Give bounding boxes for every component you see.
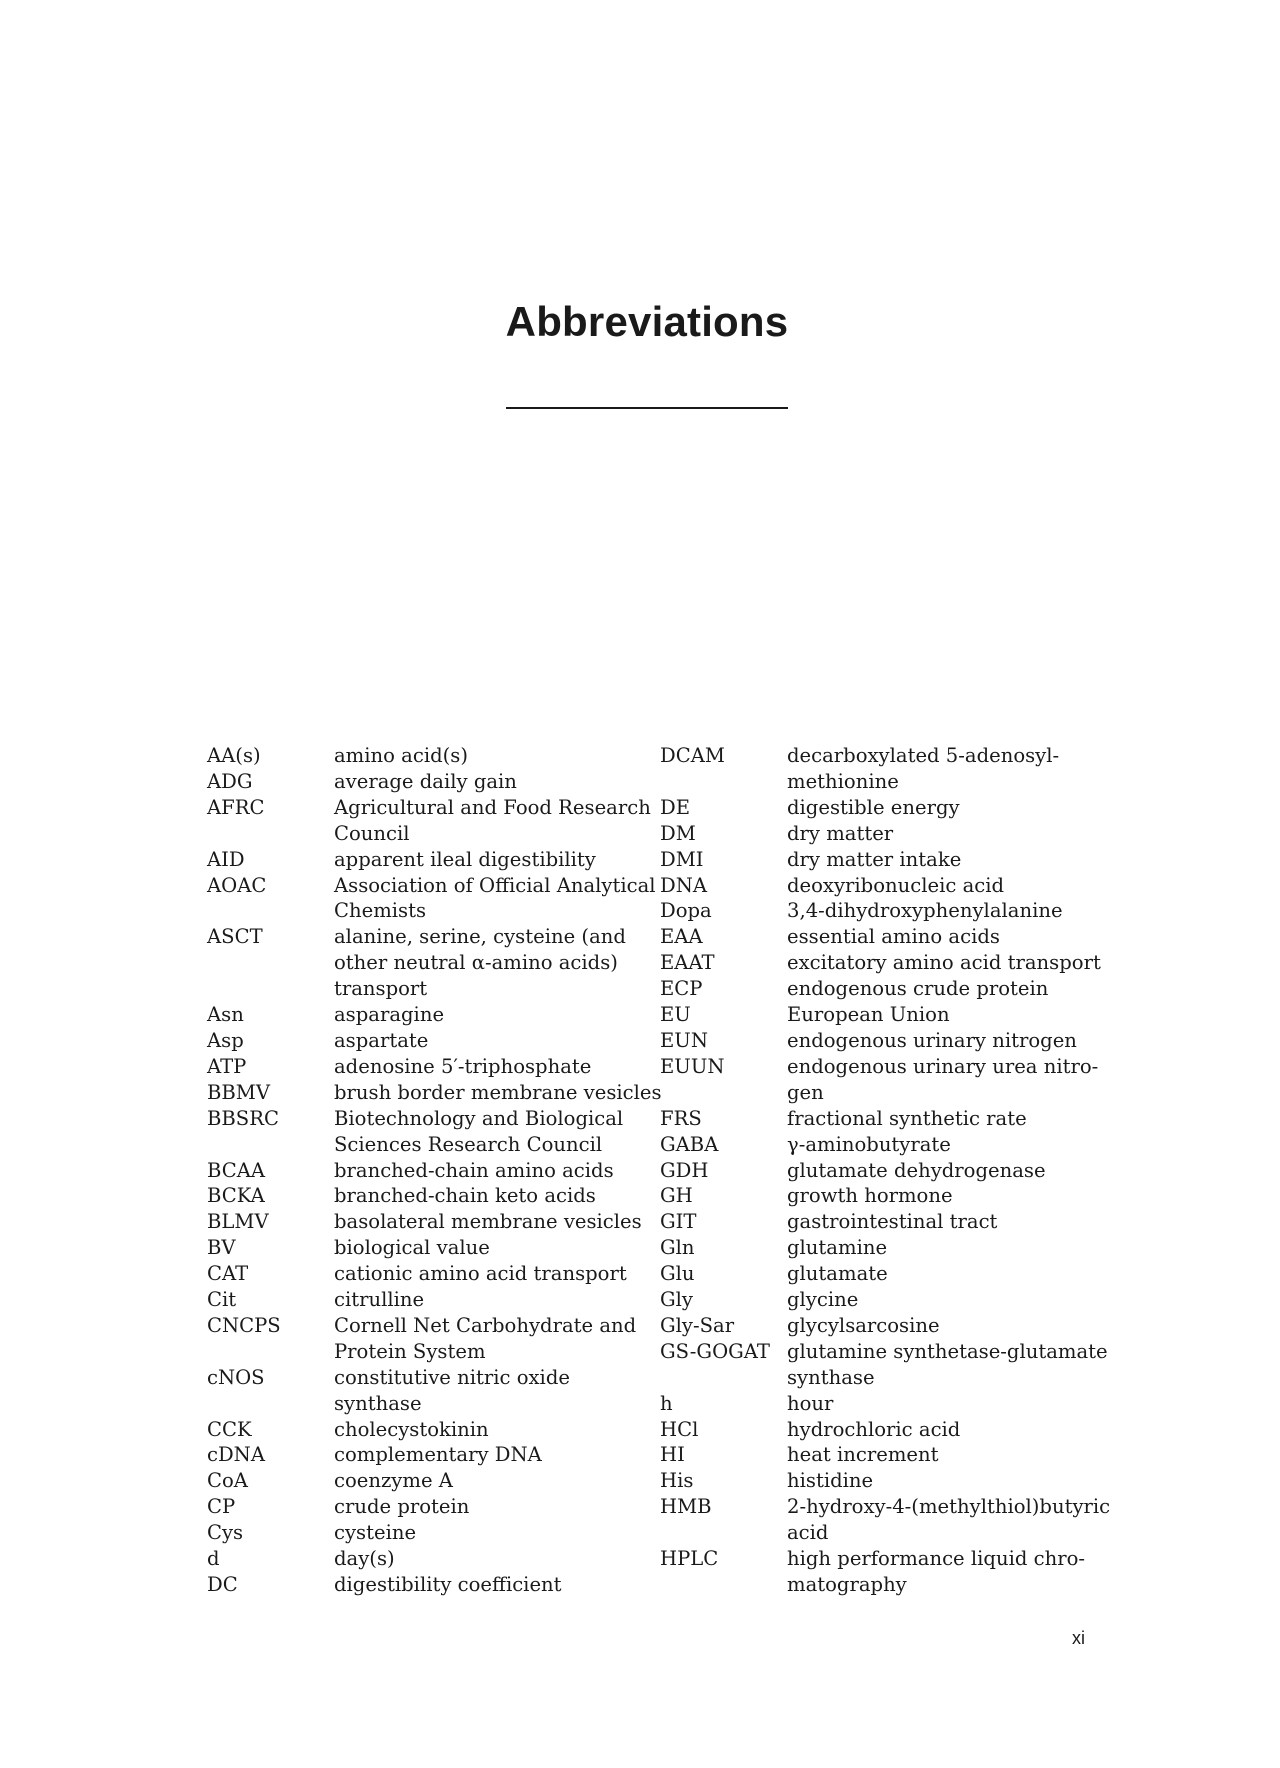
abbreviation-entry <box>660 1494 1117 1546</box>
abbreviation-definition <box>787 1313 1117 1339</box>
abbreviation-entry <box>207 1468 664 1494</box>
abbreviation-entry <box>660 924 1117 950</box>
abbreviation-definition <box>334 1183 664 1209</box>
abbreviation-term: h <box>660 1391 673 1415</box>
abbreviation-entry <box>660 1391 1117 1417</box>
definition-line: glycine <box>787 1288 859 1312</box>
definition-line: Sciences Research Council <box>334 1132 603 1156</box>
abbreviation-definition <box>787 847 1117 873</box>
abbreviation-term: Gly-Sar <box>660 1313 735 1337</box>
abbreviation-term: GDH <box>660 1158 709 1182</box>
definition-line: histidine <box>787 1469 874 1493</box>
definition-line: brush border membrane vesicles <box>334 1080 662 1104</box>
abbreviation-entry <box>207 847 664 873</box>
abbreviation-definition <box>787 873 1117 899</box>
abbreviation-entry <box>660 1339 1117 1391</box>
definition-line: apparent ileal digestibility <box>334 847 596 871</box>
definition-line: basolateral membrane vesicles <box>334 1210 642 1234</box>
abbreviation-definition <box>787 1209 1117 1235</box>
abbreviation-term: AOAC <box>207 873 267 897</box>
definition-line: alanine, serine, cysteine (and <box>334 925 626 949</box>
definition-line: other neutral α-amino acids) <box>334 951 618 975</box>
abbreviation-term: FRS <box>660 1106 702 1130</box>
definition-line: endogenous urinary urea nitro- <box>787 1054 1099 1078</box>
definition-line: complementary DNA <box>334 1443 542 1467</box>
abbreviation-definition <box>787 1442 1117 1468</box>
definition-line: glutamate dehydrogenase <box>787 1158 1046 1182</box>
abbreviation-entry <box>660 1442 1117 1468</box>
abbreviation-term: BBMV <box>207 1080 271 1104</box>
abbreviation-definition <box>334 924 664 1002</box>
abbreviation-term: cDNA <box>207 1443 265 1467</box>
definition-line: excitatory amino acid transport <box>787 951 1101 975</box>
abbreviation-term: CNCPS <box>207 1313 281 1337</box>
abbreviation-entry <box>660 1546 1117 1598</box>
abbreviation-term: CAT <box>207 1262 249 1286</box>
abbreviation-definition <box>334 1235 664 1261</box>
abbreviation-entry <box>207 1261 664 1287</box>
abbreviation-definition <box>334 1494 664 1520</box>
definition-line: dry matter <box>787 821 894 845</box>
abbreviation-definition <box>334 1313 664 1365</box>
abbreviation-term: BCKA <box>207 1184 265 1208</box>
definition-line: digestible energy <box>787 795 960 819</box>
abbreviation-term: CoA <box>207 1469 248 1493</box>
abbreviation-definition <box>334 1287 664 1313</box>
definition-line: crude protein <box>334 1495 470 1519</box>
abbreviation-term: cNOS <box>207 1365 265 1389</box>
abbreviation-definition <box>787 1287 1117 1313</box>
abbreviation-entry <box>207 1054 664 1080</box>
definition-line: Association of Official Analytical <box>334 873 656 897</box>
abbreviation-definition <box>334 1261 664 1287</box>
definition-line: Agricultural and Food Research <box>334 795 651 819</box>
abbreviation-term: GABA <box>660 1132 719 1156</box>
definition-line: glutamine <box>787 1236 888 1260</box>
abbreviation-term: BLMV <box>207 1210 269 1234</box>
abbreviation-term: Cit <box>207 1288 237 1312</box>
definition-line: gen <box>787 1080 824 1104</box>
abbreviation-term: BV <box>207 1236 236 1260</box>
abbreviation-entry <box>660 1054 1117 1106</box>
definition-line: day(s) <box>334 1547 395 1571</box>
abbreviation-definition <box>787 1002 1117 1028</box>
abbreviation-entry <box>660 1028 1117 1054</box>
abbreviation-definition <box>787 1158 1117 1184</box>
abbreviation-definition <box>787 743 1117 795</box>
abbreviation-term: Cys <box>207 1521 244 1545</box>
abbreviation-entry <box>660 743 1117 795</box>
abbreviation-definition <box>787 924 1117 950</box>
definition-line: decarboxylated 5-adenosyl- <box>787 744 1060 767</box>
abbreviation-definition <box>787 976 1117 1002</box>
abbreviation-definition <box>787 1339 1117 1391</box>
abbreviation-entry <box>207 1158 664 1184</box>
abbreviation-term: HPLC <box>660 1547 719 1571</box>
abbreviation-definition <box>334 1158 664 1184</box>
definition-line: γ-aminobutyrate <box>787 1132 951 1156</box>
abbreviation-entry <box>207 1572 664 1598</box>
definition-line: fractional synthetic rate <box>787 1106 1027 1130</box>
definition-line: Cornell Net Carbohydrate and <box>334 1313 637 1337</box>
abbreviation-definition <box>334 1209 664 1235</box>
abbreviation-definition <box>787 1054 1117 1106</box>
definition-line: glycylsarcosine <box>787 1313 940 1337</box>
definition-line: 3,4-dihydroxyphenylalanine <box>787 899 1063 923</box>
abbreviation-definition <box>787 795 1117 821</box>
page-number: xi <box>1072 1628 1085 1648</box>
definition-line: endogenous urinary nitrogen <box>787 1028 1077 1052</box>
definition-line: transport <box>334 977 428 1001</box>
abbreviation-definition <box>334 847 664 873</box>
definition-line: citrulline <box>334 1288 425 1312</box>
abbreviation-definition <box>787 1261 1117 1287</box>
definition-line: hour <box>787 1391 834 1415</box>
abbreviation-term: EUN <box>660 1028 708 1052</box>
abbreviation-definition <box>787 1235 1117 1261</box>
abbreviation-term: BBSRC <box>207 1106 279 1130</box>
abbreviation-definition <box>787 1468 1117 1494</box>
abbreviation-entry <box>660 873 1117 899</box>
definition-line: essential amino acids <box>787 925 1000 949</box>
abbreviation-term: GH <box>660 1184 693 1208</box>
abbreviation-term: AA(s) <box>207 744 261 767</box>
abbreviation-definition <box>787 1106 1117 1132</box>
title-rule <box>506 407 788 409</box>
abbreviation-definition <box>787 1494 1117 1546</box>
abbreviation-definition <box>334 1417 664 1443</box>
abbreviation-definition <box>334 1002 664 1028</box>
definition-line: branched-chain amino acids <box>334 1158 614 1182</box>
abbreviation-entry <box>660 821 1117 847</box>
definition-line: coenzyme A <box>334 1469 453 1493</box>
abbreviation-term: AFRC <box>207 795 265 819</box>
abbreviation-entry <box>207 1028 664 1054</box>
definition-line: heat increment <box>787 1443 939 1467</box>
abbreviation-term: EAA <box>660 925 703 949</box>
definition-line: matography <box>787 1573 907 1596</box>
abbreviation-definition <box>334 873 664 925</box>
abbreviation-entry <box>660 1106 1117 1132</box>
abbreviation-term: DE <box>660 795 691 819</box>
abbreviation-term: CP <box>207 1495 236 1519</box>
abbreviation-definition <box>787 1546 1117 1598</box>
abbreviation-definition <box>334 1468 664 1494</box>
abbreviation-definition <box>787 1132 1117 1158</box>
abbreviation-term: BCAA <box>207 1158 266 1182</box>
abbreviation-definition <box>787 1391 1117 1417</box>
abbreviation-definition <box>334 769 664 795</box>
abbreviation-definition <box>787 1183 1117 1209</box>
abbreviation-definition <box>787 821 1117 847</box>
definition-line: Chemists <box>334 899 427 923</box>
definition-line: European Union <box>787 1003 950 1027</box>
abbreviation-term: DMI <box>660 847 704 871</box>
abbreviation-entry <box>660 1158 1117 1184</box>
definition-line: Protein System <box>334 1339 486 1363</box>
abbreviation-entry <box>660 1235 1117 1261</box>
abbreviation-term: DNA <box>660 873 708 897</box>
abbreviation-definition <box>334 1365 664 1417</box>
abbreviation-entry <box>207 924 664 1002</box>
abbreviation-definition <box>334 743 664 769</box>
abbreviation-definition <box>334 1546 664 1572</box>
abbreviation-term: d <box>207 1547 220 1571</box>
page-title: Abbreviations <box>505 298 789 345</box>
definition-line: asparagine <box>334 1003 445 1027</box>
abbreviation-entry <box>207 1287 664 1313</box>
abbreviation-entry <box>660 1313 1117 1339</box>
definition-line: constitutive nitric oxide <box>334 1365 570 1389</box>
abbreviation-entry <box>207 769 664 795</box>
abbreviation-entry <box>207 1106 664 1158</box>
abbreviation-entry <box>660 976 1117 1002</box>
abbreviation-term: Glu <box>660 1262 695 1286</box>
abbreviation-entry <box>207 1520 664 1546</box>
abbreviation-entry <box>660 1132 1117 1158</box>
definition-line: biological value <box>334 1236 490 1260</box>
abbreviation-term: CCK <box>207 1417 252 1441</box>
definition-line: cholecystokinin <box>334 1417 489 1441</box>
definition-line: deoxyribonucleic acid <box>787 873 1005 897</box>
abbreviation-entry <box>660 1183 1117 1209</box>
abbreviation-entry <box>660 1417 1117 1443</box>
abbreviation-entry <box>660 1468 1117 1494</box>
abbreviation-term: AID <box>207 847 245 871</box>
abbreviation-term: Gly <box>660 1288 693 1312</box>
abbreviation-entry <box>660 1002 1117 1028</box>
abbreviation-entry <box>207 1209 664 1235</box>
definition-line: glutamine synthetase-glutamate <box>787 1339 1108 1363</box>
abbreviation-term: HI <box>660 1443 685 1467</box>
abbreviation-definition <box>334 1442 664 1468</box>
abbreviation-term: Gln <box>660 1236 695 1260</box>
abbreviation-definition <box>334 1028 664 1054</box>
abbreviations-left-column <box>207 743 664 1598</box>
definition-line: hydrochloric acid <box>787 1417 961 1441</box>
abbreviation-term: EU <box>660 1003 691 1027</box>
abbreviation-entry <box>660 1287 1117 1313</box>
definition-line: cationic amino acid transport <box>334 1262 627 1286</box>
abbreviation-definition <box>334 795 664 847</box>
abbreviation-term: Asn <box>207 1003 244 1027</box>
abbreviation-term: His <box>660 1469 694 1493</box>
abbreviation-entry <box>660 1209 1117 1235</box>
definition-line: Council <box>334 821 410 845</box>
abbreviation-term: DCAM <box>660 744 725 767</box>
abbreviation-definition <box>334 1080 664 1106</box>
abbreviation-entry <box>207 1183 664 1209</box>
abbreviation-term: EUUN <box>660 1054 725 1078</box>
definition-line: synthase <box>787 1365 875 1389</box>
abbreviation-term: EAAT <box>660 951 715 975</box>
abbreviation-term: ECP <box>660 977 703 1001</box>
abbreviation-entry <box>207 1002 664 1028</box>
abbreviation-term: ADG <box>207 769 253 793</box>
abbreviation-entry <box>660 1261 1117 1287</box>
abbreviation-definition <box>787 1417 1117 1443</box>
abbreviation-term: HMB <box>660 1495 712 1519</box>
abbreviation-term: ATP <box>207 1054 247 1078</box>
definition-line: acid <box>787 1521 829 1545</box>
abbreviation-entry <box>207 1442 664 1468</box>
definition-line: gastrointestinal tract <box>787 1210 998 1234</box>
abbreviation-term: GS-GOGAT <box>660 1339 770 1363</box>
abbreviation-entry <box>207 1494 664 1520</box>
definition-line: dry matter intake <box>787 847 962 871</box>
abbreviation-term: Dopa <box>660 899 712 923</box>
abbreviation-definition <box>334 1106 664 1158</box>
abbreviation-entry <box>660 898 1117 924</box>
definition-line: growth hormone <box>787 1184 953 1208</box>
abbreviation-entry <box>660 795 1117 821</box>
abbreviation-definition <box>334 1520 664 1546</box>
abbreviation-definition <box>334 1572 664 1598</box>
abbreviation-entry <box>207 1235 664 1261</box>
abbreviation-entry <box>660 847 1117 873</box>
abbreviation-entry <box>207 1313 664 1365</box>
abbreviation-term: ASCT <box>207 925 263 949</box>
definition-line: glutamate <box>787 1262 888 1286</box>
abbreviation-entry <box>660 950 1117 976</box>
abbreviation-definition <box>334 1054 664 1080</box>
abbreviation-entry <box>207 795 664 847</box>
abbreviation-term: GIT <box>660 1210 697 1234</box>
definition-line: digestibility coefficient <box>334 1573 562 1596</box>
definition-line: endogenous crude protein <box>787 977 1049 1001</box>
abbreviation-definition <box>787 1028 1117 1054</box>
abbreviation-entry <box>207 873 664 925</box>
definition-line: 2-hydroxy-4-(methylthiol)butyric <box>787 1495 1111 1519</box>
definition-line: cysteine <box>334 1521 417 1545</box>
abbreviation-term: DM <box>660 821 696 845</box>
abbreviation-entry <box>207 1417 664 1443</box>
abbreviation-term: Asp <box>207 1028 244 1052</box>
definition-line: methionine <box>787 769 899 793</box>
definition-line: synthase <box>334 1391 422 1415</box>
abbreviation-definition <box>787 898 1117 924</box>
definition-line: aspartate <box>334 1028 429 1052</box>
abbreviations-right-column <box>660 743 1117 1598</box>
definition-line: amino acid(s) <box>334 744 468 767</box>
abbreviation-term: DC <box>207 1573 238 1596</box>
abbreviation-entry <box>207 1546 664 1572</box>
definition-line: branched-chain keto acids <box>334 1184 596 1208</box>
definition-line: average daily gain <box>334 769 517 793</box>
definition-line: adenosine 5′-triphosphate <box>334 1054 592 1078</box>
abbreviation-term: HCl <box>660 1417 699 1441</box>
abbreviation-entry <box>207 743 664 769</box>
abbreviation-entry <box>207 1365 664 1417</box>
definition-line: high performance liquid chro- <box>787 1547 1085 1571</box>
definition-line: Biotechnology and Biological <box>334 1106 624 1130</box>
abbreviation-definition <box>787 950 1117 976</box>
abbreviation-entry <box>207 1080 664 1106</box>
